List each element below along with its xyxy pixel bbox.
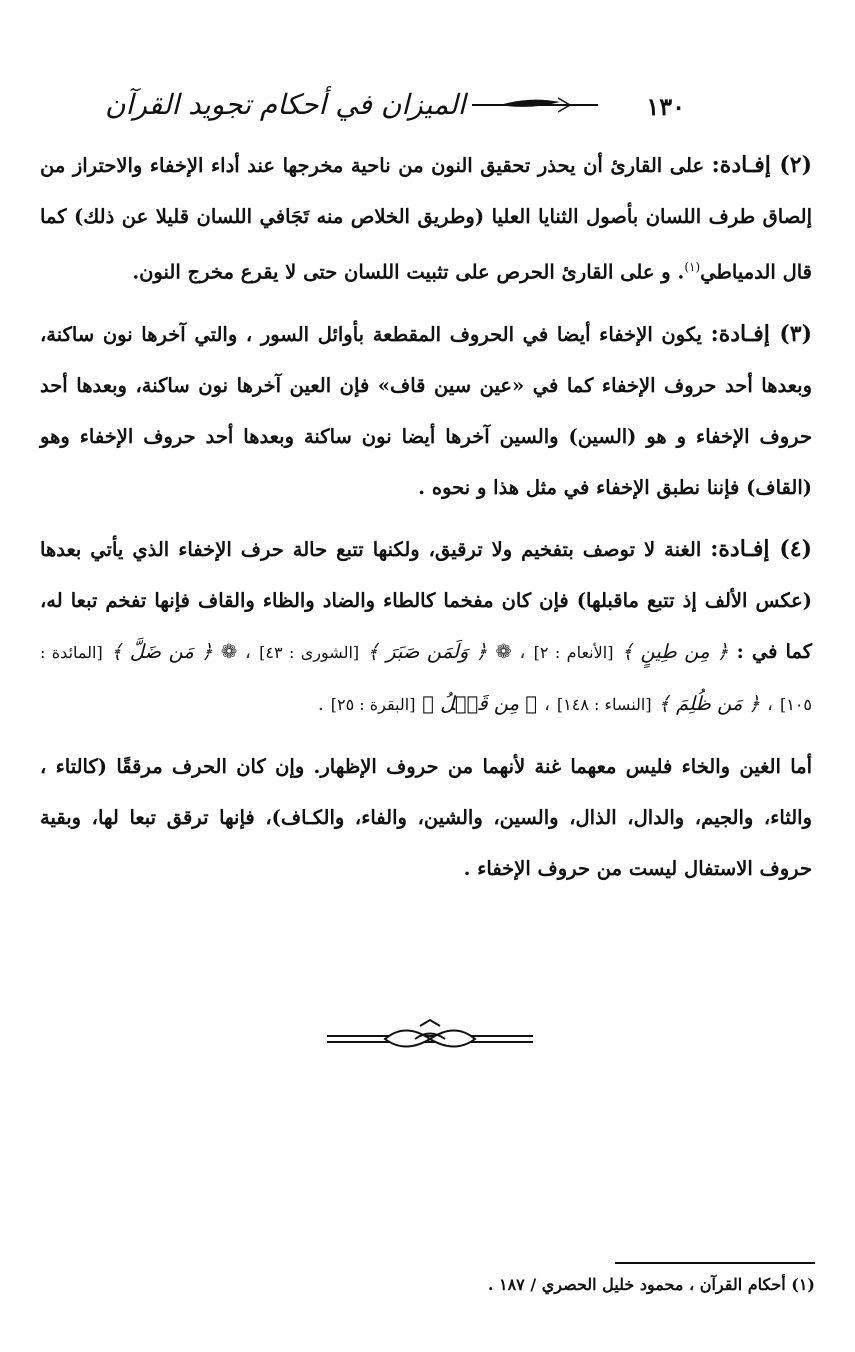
header-decorative-rule [470, 90, 600, 120]
paragraph-4 [40, 524, 812, 730]
ayah-separator-icon: . [317, 691, 324, 715]
quran-reference: [الأنعام : ٢] [533, 642, 614, 662]
paragraph-text: الغنة لا توصف بتفخيم ولا ترقيق، ولكنها تتبع حالة حرف الإخفاء الذي يأتي بعدها (عكس الألف إذ تتبع ماقبلها) فإن كان مفخما كالطاء والضاد والظاء والقاف فإنها تفخم تبعا له، كما في : [40, 537, 813, 663]
quran-example: ﴿ وَلَمَن صَبَرَ ﴾ [367, 639, 488, 663]
paragraph-label: (٢) إفـادة: [711, 152, 812, 178]
page-header [105, 86, 685, 136]
quran-reference: [البقرة : ٢٥] [330, 694, 416, 714]
quran-reference: [المائدة : ١٠٥] [40, 642, 812, 714]
ayah-separator-icon: ، [766, 691, 774, 715]
paragraph-label: (٣) إفـادة: [710, 320, 812, 347]
quran-reference: [الشورى : ٤٣] [259, 642, 360, 662]
footnote-reference: (١) [684, 260, 701, 274]
paragraph-label: (٤) إفـادة: [710, 535, 812, 562]
footnote-separator [615, 1262, 815, 1264]
ayah-separator-icon: ، ❁ [220, 639, 252, 663]
paragraph-3 [40, 309, 812, 513]
footnote: (١) أحكام القرآن ، محمود خليل الحصري / ١٨٧ . [487, 1275, 815, 1294]
main-text [40, 140, 812, 905]
paragraph-text: أما الغين والخاء فليس معهما غنة لأنهما من حروف الإظهار. وإن كان الحرف مرققًا (كالتاء ، والثاء، والجيم، والدال، الذال، والسين، والشين، والفاء، والكـاف)، فإنها ترقق تبعا لها، وبقية حروف الاستفال ليست من حروف الإخفاء . [40, 754, 812, 880]
paragraph-text: . و على القارئ الحرص على تثبيت اللسان حتى لا يقرع مخرج النون. [132, 260, 685, 284]
page-number: ١٣٠ [646, 92, 685, 121]
quran-example: ﴿ مَن ضَلَّ ﴾ [110, 639, 213, 663]
paragraph-5 [40, 741, 812, 894]
paragraph-text: على القارئ أن يحذر تحقيق النون من ناحية مخرجها عند أداء الإخفاء والاحتراز من إلصاق طرف اللسان بأصول الثنايا العليا (وطريق الخلاص منه تَجَافي اللسان قليلا عن ذلك) كما قال الدمياطي [40, 154, 812, 284]
book-title: الميزان في أحكام تجويد القرآن [105, 88, 466, 121]
ayah-separator-icon: ، [543, 691, 551, 715]
paragraph-2 [40, 140, 812, 298]
quran-example: ﴿ مِن طِينٍ ﴾ [621, 639, 729, 663]
quran-reference: [النساء : ١٤٨] [556, 694, 652, 714]
paragraph-text: يكون الإخفاء أيضا في الحروف المقطعة بأوائل السور ، والتي آخرها نون ساكنة، وبعدها أحد حروف الإخفاء كما في «عين سين قاف» فإن العين آخرها نون ساكنة، وبعدها أحد حروف الإخفاء و هو (السين) والسين آخرها أيضا نون ساكنة وبعدها أحد حروف الإخفاء وهو (القاف) فإننا نطبق الإخفاء في مثل هذا و نحوه . [40, 322, 812, 499]
section-divider-ornament-icon [325, 1018, 535, 1058]
ayah-separator-icon: ، ❁ [495, 639, 526, 663]
quran-example: ﴿ مِن قَبۡلُ ﴾ [422, 691, 538, 715]
quran-example: ﴿ مَن ظُلِمَ ﴾ [658, 691, 761, 715]
